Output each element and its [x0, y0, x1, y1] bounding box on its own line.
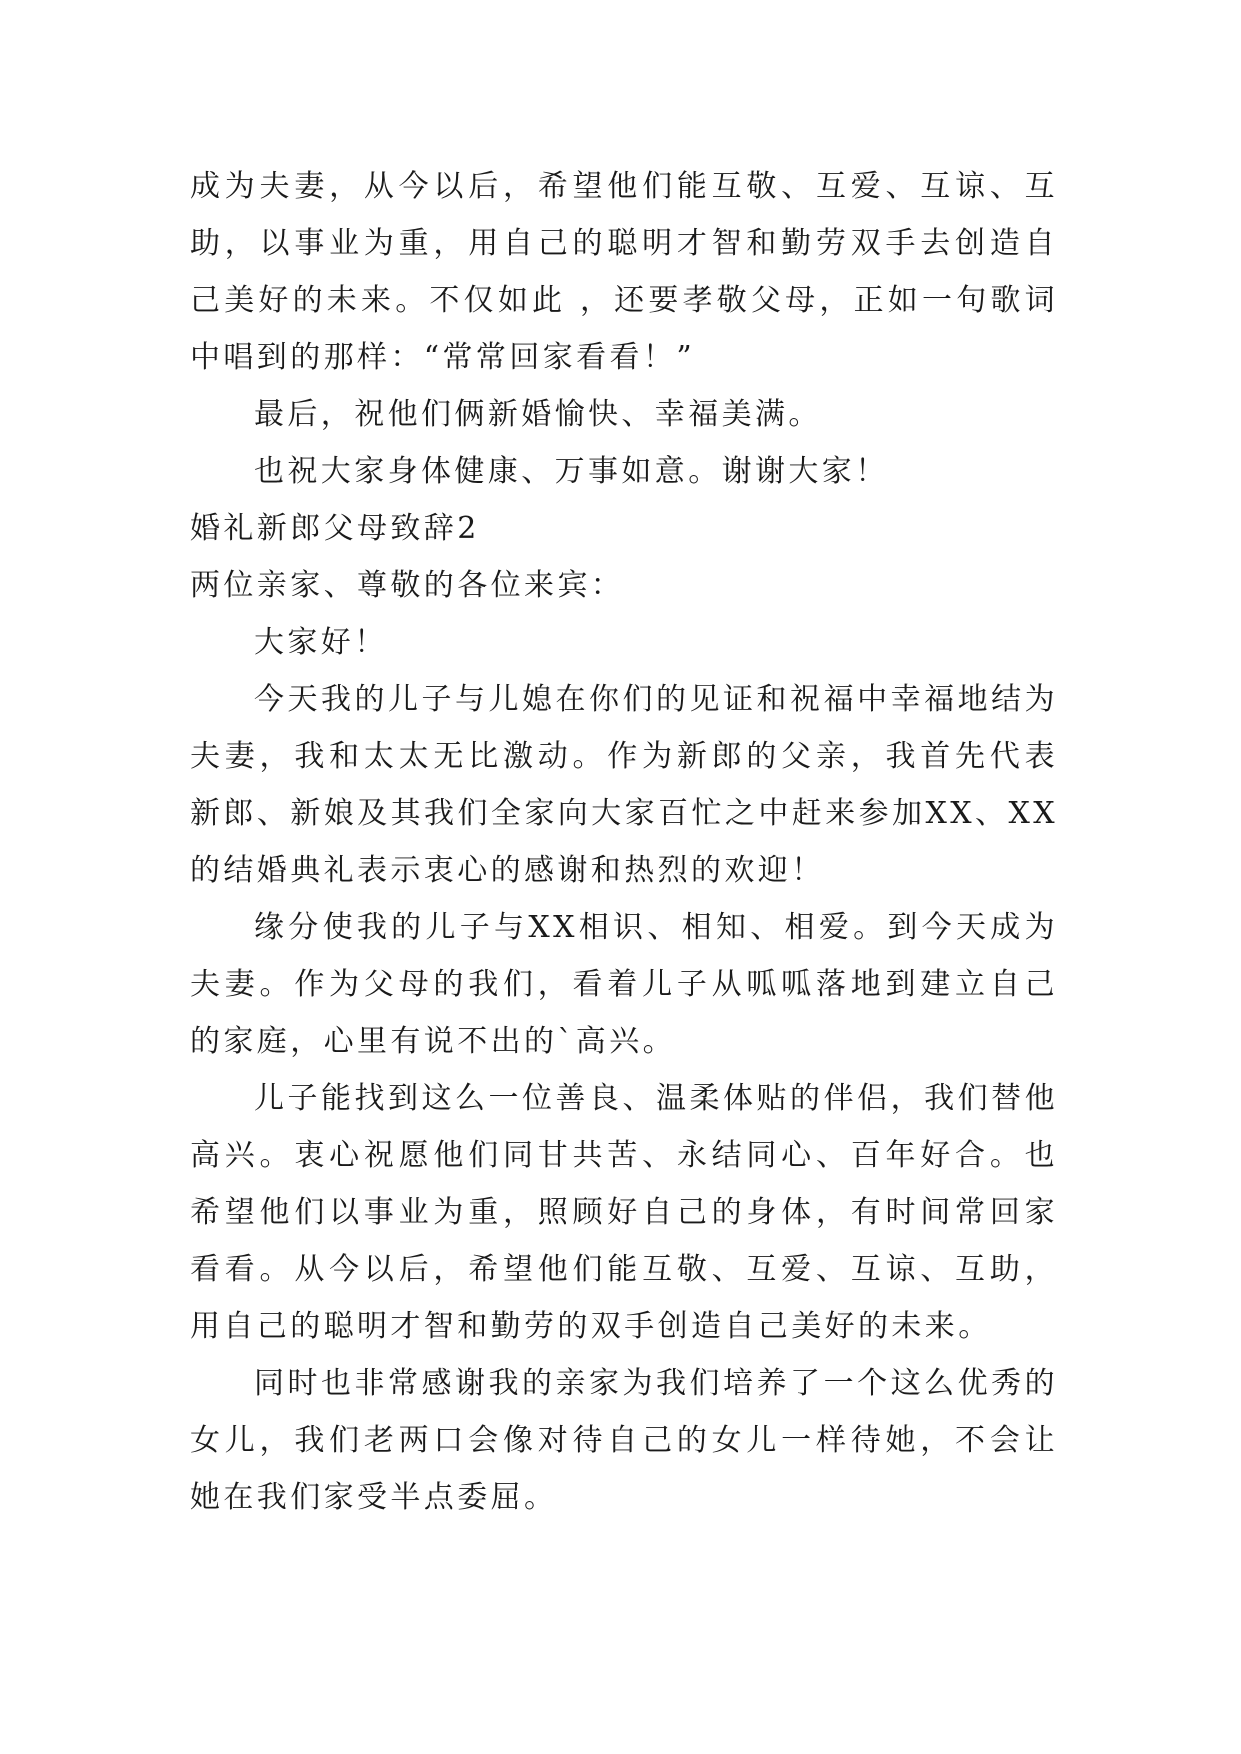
paragraph-closing-wish: 最后，祝他们俩新婚愉快、幸福美满。	[254, 397, 822, 432]
paragraph-in-laws: 同时也非常感谢我的亲家为我们培养了一个这么优秀的女儿，我们老两口会像对待自己的女儿一样待她，不会让她在我们家受半点委屈。	[190, 1366, 1058, 1515]
greeting: 大家好！	[254, 625, 388, 660]
paragraph-blessing: 儿子能找到这么一位善良、温柔体贴的伴侣，我们替他高兴。衷心祝愿他们同甘共苦、永结同心、百年好合。也希望他们以事业为重，照顾好自己的身体，有时间常回家看看。从今以后，希望他们能互敬、互爱、互谅、互助，用自己的聪明才智和勤劳的双手创造自己美好的未来。	[190, 1081, 1058, 1344]
paragraph-opening: 今天我的儿子与儿媳在你们的见证和祝福中幸福地结为夫妻，我和太太无比激动。作为新郎的父亲，我首先代表新郎、新娘及其我们全家向大家百忙之中赶来参加XX、XX的结婚典礼表示衷心的感谢和热烈的欢迎！	[190, 682, 1058, 888]
section-heading: 婚礼新郎父母致辞2	[190, 511, 480, 546]
document-page	[190, 158, 1058, 1526]
salutation: 两位亲家、尊敬的各位来宾：	[190, 568, 625, 603]
paragraph-fate: 缘分使我的儿子与XX相识、相知、相爱。到今天成为夫妻。作为父母的我们，看着儿子从呱呱落地到建立自己的家庭，心里有说不出的`高兴。	[190, 910, 1058, 1059]
paragraph-continuation: 成为夫妻，从今以后，希望他们能互敬、互爱、互谅、互助，以事业为重，用自己的聪明才智和勤劳双手去创造自己美好的未来。不仅如此 ，还要孝敬父母，正如一句歌词中唱到的那样：“常常回家看看！”	[190, 169, 1058, 375]
paragraph-thanks: 也祝大家身体健康、万事如意。谢谢大家！	[254, 454, 889, 489]
